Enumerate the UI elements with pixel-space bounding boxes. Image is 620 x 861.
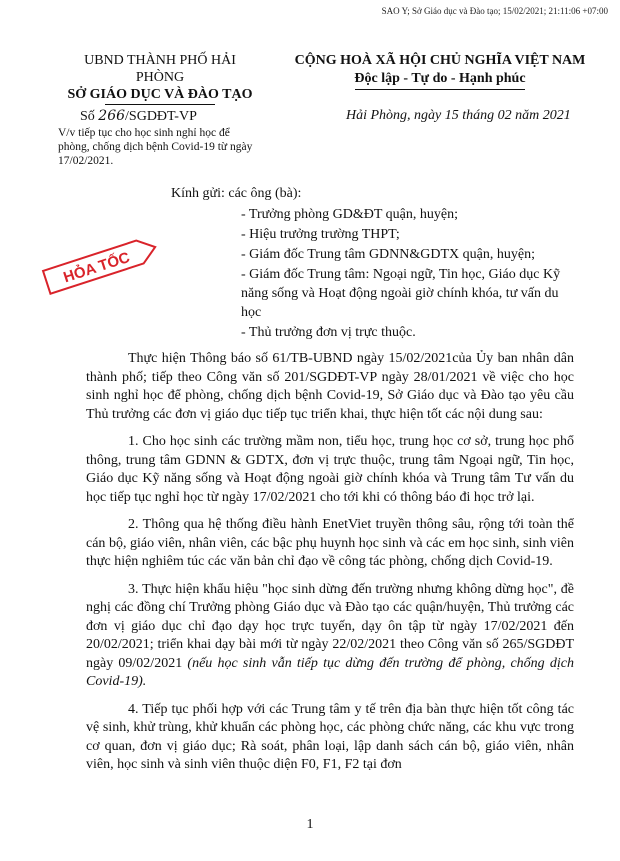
item-3 <box>86 581 574 692</box>
place-date: Hải Phòng, ngày 15 tháng 02 năm 2021 <box>346 108 571 123</box>
intro-paragraph: Thực hiện Thông báo số 61/TB-UBND ngày 15/02/2021của Ủy ban nhân dân thành phố; tiếp theo Công văn số 201/SGDĐT-VP ngày 28/01/2021 về việc cho học sinh nghỉ học để phòng, chống dịch bệnh Covid-19, Sở Giáo dục và Đào tạo yêu cầu Thủ trưởng các đơn vị giáo dục tiếp tục triển khai, thực hiện tốt các nội dung sau: <box>86 351 574 422</box>
national-motto <box>290 52 590 90</box>
item-2: 2. Thông qua hệ thống điều hành EnetViet truyền thông sâu, rộng tới toàn thể cán bộ, giáo viên, nhân viên, các bậc phụ huynh học sinh và các em học sinh, sinh viên thực hiện nghiêm túc các văn bản chỉ đạo về công tác phòng, chống dịch Covid-19. <box>86 517 574 569</box>
doc-number-value: 266 <box>98 108 126 124</box>
recipient-item: - Giám đốc Trung tâm: Ngoại ngữ, Tin học, Giáo dục Kỹ năng sống và Hoạt động ngoài giờ chính khóa, tư vấn du học <box>241 267 561 320</box>
copy-stamp: SAO Y; Sở Giáo dục và Đào tạo; 15/02/2021; 21:11:06 +07:00 <box>381 6 608 16</box>
agency-name: SỞ GIÁO DỤC VÀ ĐÀO TẠO <box>67 87 253 102</box>
agency-underline <box>105 104 215 105</box>
urgent-stamp <box>30 235 170 295</box>
recipient-item: - Trưởng phòng GD&ĐT quận, huyện; <box>241 207 458 222</box>
motto: Độc lập - Tự do - Hạnh phúc <box>354 71 526 86</box>
recipient-item: - Hiệu trưởng trường THPT; <box>241 227 400 242</box>
agency-parent: UBND THÀNH PHỐ HẢI PHÒNG <box>84 53 236 85</box>
item-3-note: (nếu học sinh vẫn tiếp tục dừng đến trường để phòng, chống dịch Covid-19). <box>86 655 574 689</box>
recipient-item: - Thủ trưởng đơn vị trực thuộc. <box>241 325 416 340</box>
document-subject: V/v tiếp tục cho học sinh nghỉ học để phòng, chống dịch bệnh Covid-19 từ ngày 17/02/2021. <box>58 127 253 167</box>
motto-underline <box>355 89 525 90</box>
document-body <box>86 350 574 784</box>
item-1: 1. Cho học sinh các trường mầm non, tiểu học, trung học cơ sở, trung học phổ thông, trung tâm GDNN & GDTX, đơn vị trực thuộc, trung tâm Ngoại ngữ, Tin học, Giáo dục Kỹ năng sống và Hoạt động ngoài giờ chính khóa và Trung tâm Tư vấn du học tiếp tục nghỉ học từ ngày 17/02/2021 cho tới khi có thông báo đi học trở lại. <box>86 434 574 505</box>
doc-number-suffix: /SGDĐT-VP <box>125 109 197 124</box>
doc-number-prefix: Số <box>80 109 95 124</box>
item-4: 4. Tiếp tục phối hợp với các Trung tâm y tế trên địa bàn thực hiện tốt công tác vệ sinh, khử trùng, khử khuẩn các phòng học, các phòng chức năng, các khu vực trong cơ quan, đơn vị giáo dục; Rà soát, phân loại, lập danh sách cán bộ, giáo viên, nhân viên, học sinh và sinh viên thuộc diện F0, F1, F2 tại đơn <box>86 701 574 772</box>
recipient-item: - Giám đốc Trung tâm GDNN&GDTX quận, huyện; <box>241 247 535 262</box>
salutation: Kính gửi: các ông (bà): <box>171 186 302 201</box>
urgent-stamp-text: HỎA TỐC <box>61 248 132 287</box>
issuing-agency <box>60 52 260 105</box>
recipient-list <box>241 205 571 343</box>
document-number <box>80 108 197 125</box>
country-name: CỘNG HOÀ XÃ HỘI CHỦ NGHĨA VIỆT NAM <box>294 53 586 68</box>
page-number: 1 <box>306 817 314 832</box>
item-3-text: 3. Thực hiện khẩu hiệu "học sinh dừng đến trường nhưng không dừng học", đề nghị các đồng chí Trưởng phòng Giáo dục và Đào tạo các quận/huyện, Thủ trưởng các đơn vị giáo dục chỉ đạo dạy học trực tuyến, dạy ôn tập từ ngày 17/02/2021 đến 20/02/2021; triển khai dạy bài mới từ ngày 22/02/2021 theo Công văn số 265/SGDĐT ngày 09/02/2021 <box>86 581 574 671</box>
